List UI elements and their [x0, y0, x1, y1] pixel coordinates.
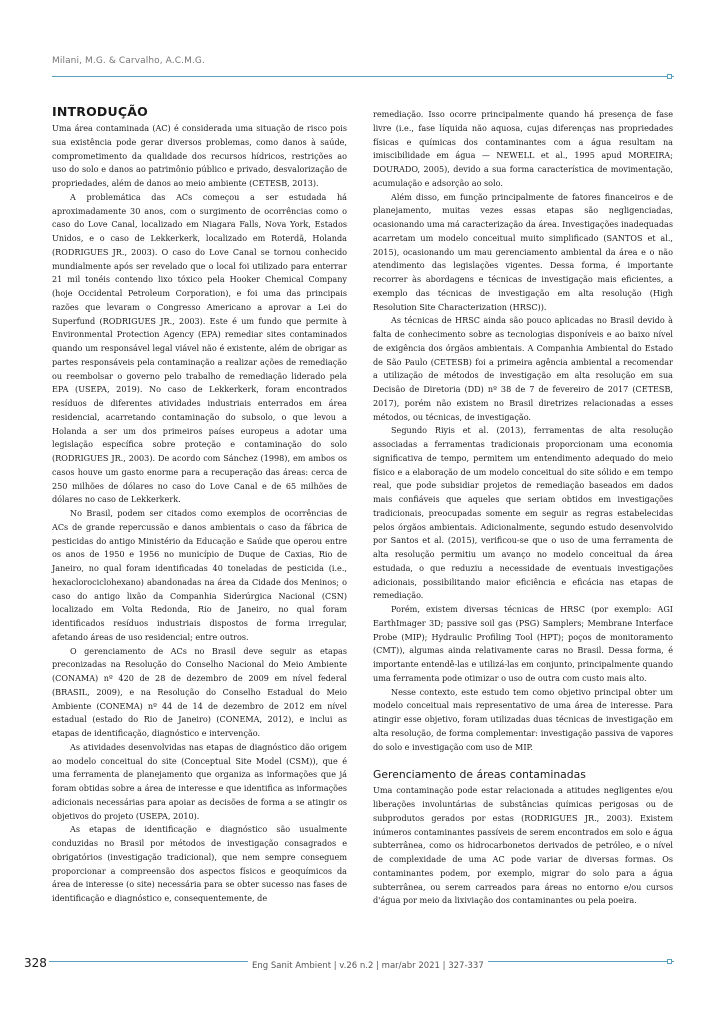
paragraph: As atividades desenvolvidas nas etapas de diagnóstico dão origem ao modelo conceitual do site (Conceptual Site Model (CSM)), que é uma ferramenta de planejamento que organiza as informações que já foram obtidas sobre a área de interesse e que identifica as informações adicionais necessárias para apoiar as decisões de forma a se atingir os objetivos do projeto (USEPA, 2010).	[52, 741, 347, 821]
paragraph: O gerenciamento de ACs no Brasil deve seguir as etapas preconizadas na Resolução do Conselho Nacional do Meio Ambiente (CONAMA) nº 420 de 28 de dezembro de 2009 em nível federal (BRASIL, 2009), e na Resolução do Conselho Estadual do Meio Ambiente (CONEMA) nº 44 de 14 de dezembro de 2012 em nível estadual (estado do Rio de Janeiro) (CONEMA, 2012), e inclui as etapas de identificação, diagnóstico e intervenção.	[52, 645, 347, 738]
left-column	[52, 104, 347, 906]
header-rule-end-marker	[667, 74, 672, 79]
running-head: Milani, M.G. & Carvalho, A.C.M.G.	[52, 56, 205, 66]
paragraph: Nesse contexto, este estudo tem como objetivo principal obter um modelo conceitual mais representativo de uma área de interesse. Para atingir esse objetivo, foram utilizadas duas técnicas de investigação em alta resolução, de forma complementar: investigação passiva de vapores do solo e investigação com uso de MIP.	[373, 686, 673, 752]
subsection-heading-gerenciamento: Gerenciamento de áreas contaminadas	[373, 768, 586, 782]
paragraph: Porém, existem diversas técnicas de HRSC (por exemplo: AGI EarthImager 3D; passive soil gas (PSG) Samplers; Membrane Interface Probe (MIP); Hydraulic Profiling Tool (HPT); poços de monitoramento (CMT)), algumas ainda relativamente caras no Brasil. Dessa forma, é importante entendê-las e utilizá-las em conjunto, principalmente quando uma ferramenta pode otimizar o uso de outra com custo mais alto.	[373, 604, 673, 683]
paragraph: A problemática das ACs começou a ser estudada há aproximadamente 30 anos, com o surgimento de ocorrências como o caso do Love Canal, localizado em Niagara Falls, Nova York, Estados Unidos, e o caso de Lekkerkerk, localizado em Roterdã, Holanda (RODRIGUES JR., 2003). O caso do Love Canal se tornou conhecido mundialmente após ser revelado que o local foi utilizado para enterrar 21 mil tonéis contendo lixo tóxico pela Hooker Chemical Company (hoje Occidental Petroleum Corporation), e foi uma das principais razões que levaram o Congresso Americano a aprovar a Lei do Superfund (RODRIGUES JR., 2003). Este é um fundo que permite à Environmental Protection Agency (EPA) remediar sites contaminados quando um responsável legal viável não é existente, além de obrigar as partes responsáveis pela contaminação a realizar ações de remediação ou reembolsar o governo pelo trabalho de remediação liderado pela EPA (USEPA, 2019). No caso de Lekkerkerk, foram encontrados resíduos de diferentes atividades industriais enterrados em área residencial, acarretando contaminação do subsolo, o que levou a Holanda a ser um dos primeiros países europeus a adotar uma legislação específica sobre proteção e contaminação do solo (RODRIGUES JR., 2003). De acordo com Sánchez (1998), em ambos os casos houve um gasto enorme para a recuperação das áreas: cerca de 250 milhões de dólares no caso do Love Canal e de 65 milhões de dólares no caso de Lekkerkerk.	[52, 191, 347, 505]
header-rule	[52, 76, 674, 77]
paragraph: Uma área contaminada (AC) é considerada uma situação de risco pois sua existência pode gerar diversos problemas, como danos à saúde, comprometimento da qualidade dos recursos hídricos, restrições ao uso do solo e danos ao patrimônio público e privado, desvalorização de propriedades, além de danos ao meio ambiente (CETESB, 2013).	[52, 123, 347, 188]
footer-rule-end-marker	[667, 959, 672, 964]
paragraph: As etapas de identificação e diagnóstico são usualmente conduzidas no Brasil por métodos de investigação consagrados e obrigatórios (investigação tradicional), que nem sempre conseguem proporcionar a compreensão dos aspectos físicos e geoquímicos da área de interesse (o site) necessária para se obter sucesso nas fases de identificação e diagnóstico e, consequentemente, de	[52, 824, 347, 903]
paragraph: remediação. Isso ocorre principalmente quando há presença de fase livre (i.e., fase líquida não aquosa, cujas diferenças nas propriedades físicas e químicas dos contaminantes com a água resultam na imiscibilidade em água — NEWELL et al., 1995 apud MOREIRA; DOURADO, 2005), devido a sua forma característica de movimentação, acumulação e adsorção ao solo.	[373, 109, 673, 188]
paragraph: No Brasil, podem ser citados como exemplos de ocorrências de ACs de grande repercussão e danos ambientais o caso da fábrica de pesticidas do antigo Ministério da Educação e Saúde que operou entre os anos de 1950 e 1956 no município de Duque de Caxias, Rio de Janeiro, no qual foram identificadas 40 toneladas de pesticida (i.e., hexaclorociclohexano) abandonadas na área da Cidade dos Meninos; o caso do antigo lixão da Companhia Siderúrgica Nacional (CSN) localizado em Volta Redonda, Rio de Janeiro, no qual foram identificados resíduos industriais dispostos de forma irregular, afetando áreas de uso residencial; entre outros.	[52, 508, 347, 642]
right-column	[373, 108, 673, 908]
section-heading-introducao: INTRODUÇÃO	[52, 104, 148, 119]
paragraph: Uma contaminação pode estar relacionada a atitudes negligentes e/ou liberações involuntárias de substâncias químicas perigosas ou de subprodutos gerados por estas (RODRIGUES JR., 2003). Existem inúmeros contaminantes passíveis de serem encontrados em solo e água subterrânea, como os hidrocarbonetos derivados de petróleo, e o nível de complexidade de uma AC pode variar de diversas formas. Os contaminantes podem, por exemplo, migrar do solo para a água subterrânea, ou serem carreados para áreas no entorno e/ou cursos d'água por meio da lixiviação dos contaminantes ou pela poeira.	[373, 785, 673, 906]
paragraph: Segundo Riyis et al. (2013), ferramentas de alta resolução associadas a ferramentas tradicionais proporcionam uma economia significativa de tempo, permitem um entendimento adequado do meio físico e a elaboração de um modelo conceitual do site sólido e em tempo real, que pode subsidiar projetos de remediação baseados em dados mais confiáveis que aqueles que seriam obtidos em investigações tradicionais, preocupadas somente em seguir as regras estabelecidas pelos órgãos ambientais. Adicionalmente, segundo estudo desenvolvido por Santos et al. (2015), verificou-se que o uso de uma ferramenta de alta resolução permitiu um avanço no modelo conceitual da área estudada, o que reduziu a necessidade de eventuais investigações adicionais, possibilitando maior eficiência e eficácia nas etapas de remediação.	[373, 425, 673, 601]
paragraph: Além disso, em função principalmente de fatores financeiros e de planejamento, muitas vezes essas etapas são negligenciadas, ocasionando uma má caracterização da área. Investigações inadequadas acarretam um modelo conceitual muito simplificado (SANTOS et al., 2015), ocasionando um mau gerenciamento ambiental da área e o não atendimento das legislações vigentes. Dessa forma, é importante recorrer às abordagens e técnicas de investigação mais eficientes, a exemplo das técnicas de investigação em alta resolução (High Resolution Site Characterization (HRSC)).	[373, 191, 673, 312]
paragraph: As técnicas de HRSC ainda são pouco aplicadas no Brasil devido à falta de conhecimento sobre as tecnologias disponíveis e ao baixo nível de exigência dos órgãos ambientais. A Companhia Ambiental do Estado de São Paulo (CETESB) foi a primeira agência ambiental a recomendar a utilização de métodos de investigação em alta resolução em sua Decisão de Diretoria (DD) nº 38 de 7 de fevereiro de 2017 (CETESB, 2017), porém não existem no Brasil diretrizes relacionadas a esses métodos, ou técnicas, de investigação.	[373, 315, 673, 422]
page-number: 328	[24, 956, 47, 970]
journal-citation: Eng Sanit Ambient | v.26 n.2 | mar/abr 2021 | 327-337	[248, 961, 488, 971]
